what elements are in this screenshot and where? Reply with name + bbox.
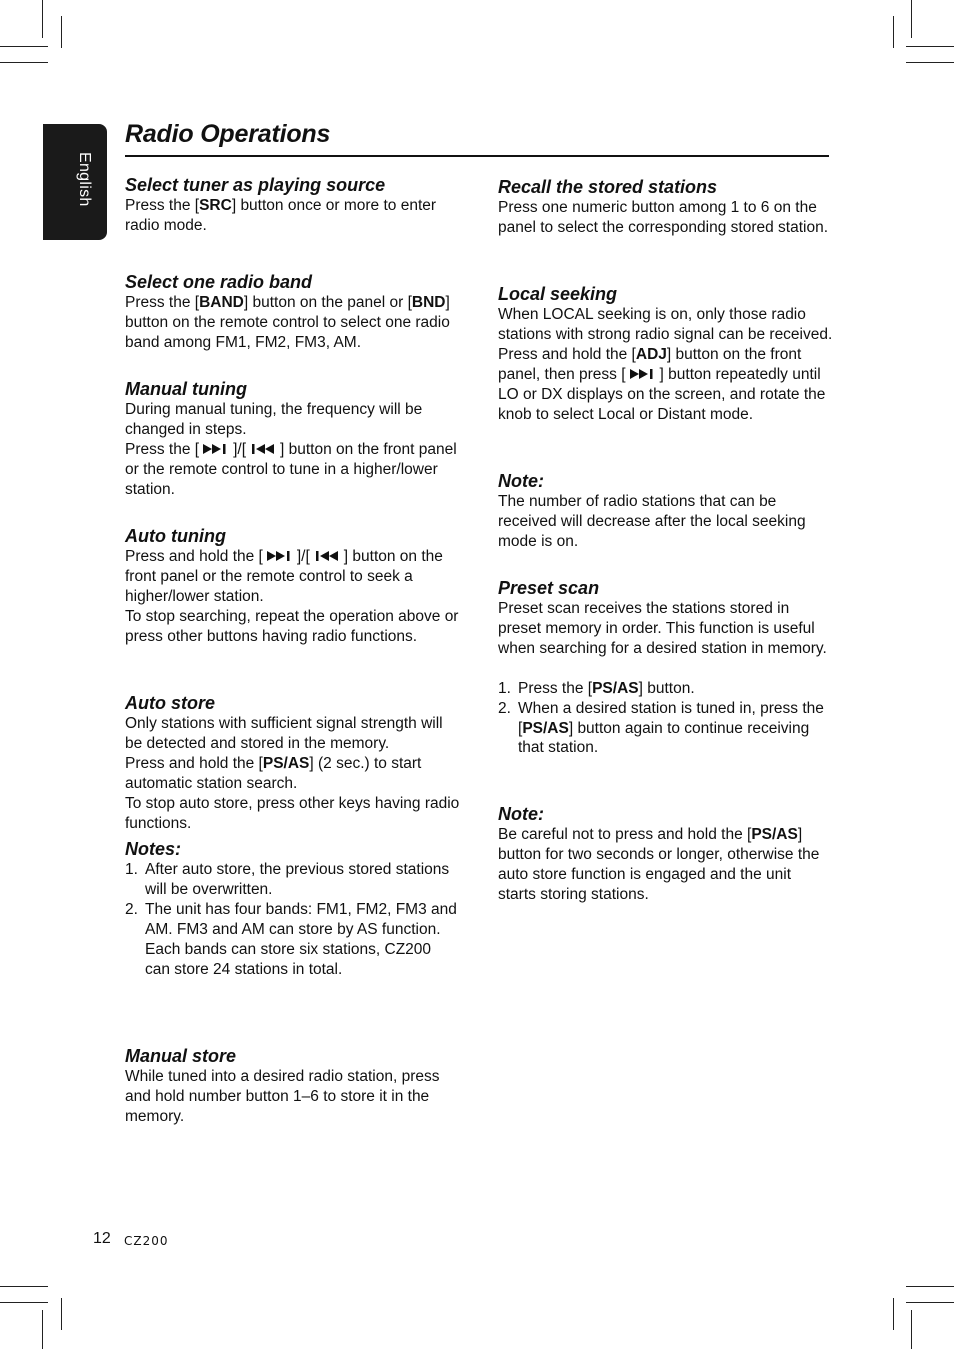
section-heading: Notes: [125, 839, 182, 859]
crop-mark [0, 1286, 48, 1287]
crop-mark [893, 1298, 894, 1330]
list-item: 1. Press the [PS/AS] button. [498, 679, 695, 697]
section-heading: Auto tuning [125, 526, 226, 546]
section-note-local [498, 471, 833, 552]
section-local-seeking [498, 284, 833, 424]
section-heading: Manual store [125, 1046, 237, 1066]
section-recall-stations [498, 177, 833, 238]
section-text: Press and hold the [ ]/[ ] button on the front panel or the remote control to seek a higher/lower station. [125, 548, 443, 605]
previous-track-icon [312, 550, 342, 562]
section-text: Press the [BAND] button on the panel or [BND] button on the remote control to select one radio band among FM1, FM2, FM3, AM. [125, 294, 450, 351]
section-notes [125, 839, 460, 979]
crop-mark [893, 16, 894, 48]
section-heading: Local seeking [498, 284, 618, 304]
crop-mark [42, 1310, 43, 1349]
crop-mark [61, 16, 62, 48]
language-tab [43, 124, 107, 240]
section-heading: Auto store [125, 693, 215, 713]
list-item: 2. The unit has four bands: FM1, FM2, FM3 and AM. FM3 and AM can store by AS function. Each bands can store six stations, CZ200 can store 24 stations in total. [125, 900, 457, 978]
crop-mark [0, 62, 48, 63]
crop-mark [42, 0, 43, 38]
section-heading: Note: [498, 471, 544, 491]
section-text: Preset scan receives the stations stored in preset memory in order. This function is useful when searching for a desired station in memory. [498, 600, 827, 657]
next-track-icon [201, 443, 231, 455]
section-text: During manual tuning, the frequency will be changed in steps. [125, 401, 423, 438]
section-text: Be careful not to press and hold the [PS/AS] button for two seconds or longer, otherwise the auto store function is engaged and the unit starts storing stations. [498, 826, 820, 903]
list-item: 1. After auto store, the previous stored stations will be overwritten. [125, 861, 450, 898]
section-note-preset [498, 804, 833, 905]
title-rule [125, 155, 829, 157]
crop-mark [0, 46, 48, 47]
page-number: 12 [93, 1230, 111, 1247]
crop-mark [906, 1302, 954, 1303]
section-text: To stop searching, repeat the operation above or press other buttons having radio functions. [125, 607, 459, 645]
crop-mark [906, 46, 954, 47]
section-heading: Select one radio band [125, 272, 313, 292]
section-manual-store [125, 1046, 460, 1127]
section-text: Only stations with sufficient signal strength will be detected and stored in the memory. [125, 715, 443, 752]
section-select-band [125, 272, 460, 353]
section-text: Press the [ ]/[ ] button on the front panel or the remote control to tune in a higher/lower station. [125, 440, 457, 498]
crop-mark [906, 1286, 954, 1287]
section-text: While tuned into a desired radio station, press and hold number button 1–6 to store it in the memory. [125, 1068, 440, 1125]
section-text: When LOCAL seeking is on, only those radio stations with strong radio signal can be received. [498, 306, 833, 343]
model-name: CZ200 [124, 1234, 169, 1248]
section-auto-store [125, 693, 460, 833]
section-auto-tuning [125, 526, 460, 647]
section-text: Press and hold the [ADJ] button on the front panel, then press [ ] button repeatedly until LO or DX displays on the screen, and rotate the knob to select Local or Distant mode. [498, 345, 826, 423]
section-heading: Select tuner as playing source [125, 175, 386, 195]
section-text: Press and hold the [PS/AS] (2 sec.) to start automatic station search. [125, 754, 422, 792]
page-title: Radio Operations [125, 120, 331, 148]
section-heading: Manual tuning [125, 379, 247, 399]
next-track-icon [628, 368, 658, 380]
section-text: The number of radio stations that can be received will decrease after the local seeking mode is on. [498, 493, 806, 550]
section-preset-scan [498, 578, 833, 758]
crop-mark [911, 0, 912, 38]
section-select-tuner [125, 175, 460, 236]
section-manual-tuning [125, 379, 460, 500]
section-heading: Recall the stored stations [498, 177, 718, 197]
section-text: Press the [SRC] button once or more to enter radio mode. [125, 197, 437, 234]
list-item: 2. When a desired station is tuned in, press the [PS/AS] button again to continue receiving that station. [498, 699, 824, 757]
section-heading: Note: [498, 804, 544, 824]
next-track-icon [265, 550, 295, 562]
crop-mark [906, 62, 954, 63]
notes-list [125, 860, 460, 979]
section-text: To stop auto store, press other keys having radio functions. [125, 794, 460, 832]
language-tab-label: English [76, 152, 93, 207]
section-text: Press one numeric button among 1 to 6 on the panel to select the corresponding stored station. [498, 199, 829, 236]
section-heading: Preset scan [498, 578, 600, 598]
previous-track-icon [248, 443, 278, 455]
crop-mark [911, 1310, 912, 1349]
preset-scan-steps [498, 679, 833, 759]
crop-mark [0, 1302, 48, 1303]
crop-mark [61, 1298, 62, 1330]
